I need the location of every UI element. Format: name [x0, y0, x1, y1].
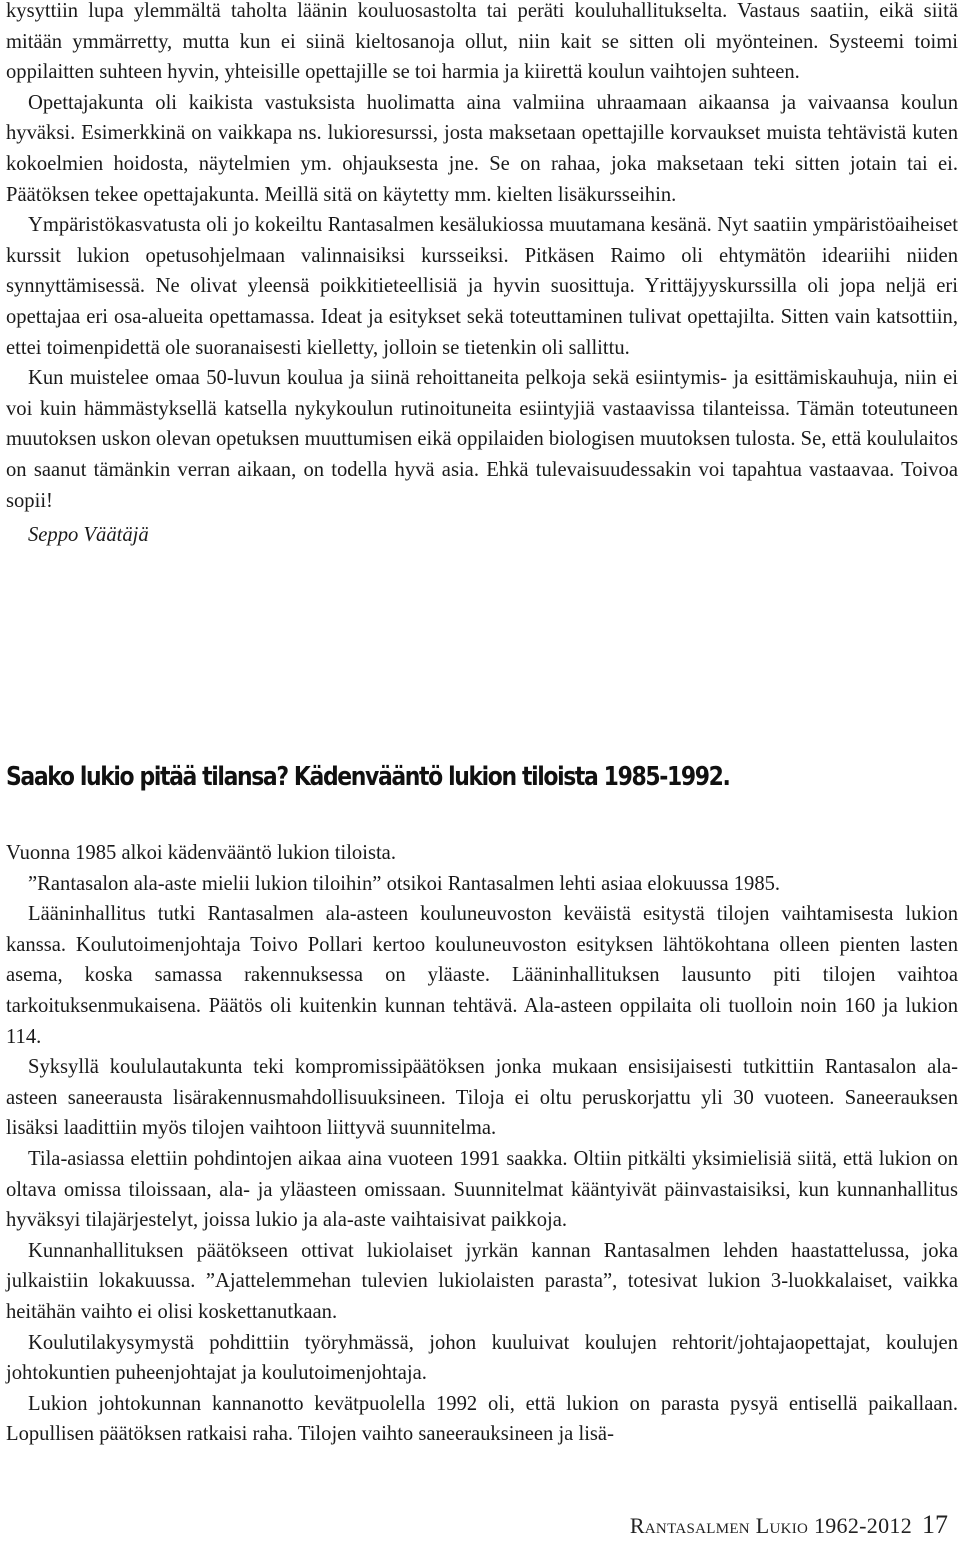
paragraph: Vuonna 1985 alkoi kädenvääntö lukion tiloista.	[6, 842, 396, 864]
paragraph: ”Rantasalon ala-aste mielii lukion tiloihin” otsikoi Rantasalmen lehti asiaa elokuussa 1985.	[28, 872, 781, 895]
section-body	[6, 838, 958, 1450]
paragraph: Lukion johtokunnan kannanotto kevätpuolella 1992 oli, että lukion on parasta pysyä entisellä paikallaan. Lopullisen päätöksen ratkaisi raha. Tilojen vaihto saneerauksineen ja lisä-	[6, 1392, 958, 1446]
paragraph: Kun muistelee omaa 50-luvun koulua ja siinä rehoittaneita pelkoja sekä esiintymis- ja esittämiskauhuja, niin ei voi kuin hämmästyksellä katsella nykykoulun rutinoituneita esiintyjiä vastaavissa tilanteissa. Tämän toteutuneen muutoksen uskon olevan opetuksen muuttumisen eikä oppilaiden biologisen muutoksen tulosta. Se, että koululaitos on saanut tämänkin verran aikaan, on todella hyvä asia. Ehkä tulevaisuudessakin voi tapahtua vastaavaa. Toivoa sopii!	[6, 367, 958, 512]
paragraph: Kunnanhallituksen päätökseen ottivat lukiolaiset jyrkän kannan Rantasalmen lehden haastattelussa, joka julkaistiin lokakuussa. ”Ajattelemmehan tulevien lukiolaisten parasta”, totesivat lukion 3-luokkalaiset, vaikka heitähän vaihto ei olisi koskettanutkaan.	[6, 1239, 958, 1323]
paragraph: Ympäristökasvatusta oli jo kokeiltu Rantasalmen kesälukiossa muutamana kesänä. Nyt saatiin ympäristöaiheiset kurssit lukion opetusohjelmaan valinnaisiksi kursseiksi. Pitkäsen Raimo oli ehtymätön ideariihi niiden synnyttämisessä. Ne olivat yleensä poikkitieteellisiä ja hyvin suosittuja. Yrittäjyyskurssilla oli jopa neljä eri opettajaa eri osa-alueita opettamassa. Ideat ja esitykset sekä toteuttaminen tulivat opettajilta. Sitten vain katsottiin, ettei toimenpidettä ole suoranaisesti kielletty, jolloin se tietenkin oli sallittu.	[6, 214, 958, 359]
paragraph: kysyttiin lupa ylemmältä taholta läänin kouluosastolta tai peräti kouluhallitukselta. Vastaus saatiin, eikä siitä mitään ymmärretty, mutta kun ei siinä kieltosanoja ollut, niin kait se sitten oli myönteinen. Systeemi toimi oppilaitten suhteen hyvin, yhteisille opettajille se toi harmia ja kiirettä koulun vaihtojen suhteen.	[6, 0, 958, 84]
page-number: 17	[922, 1510, 948, 1539]
paragraph: Koulutilakysymystä pohdittiin työryhmässä, johon kuuluivat koulujen rehtorit/johtajaopettajat, koulujen johtokuntien puheenjohtajat ja koulutoimenjohtaja.	[6, 1331, 958, 1385]
paragraph: Tila-asiassa elettiin pohdintojen aikaa aina vuoteen 1991 saakka. Oltiin pitkälti yksimielisiä siitä, että lukion on oltava omissa tiloissaan, ala- ja yläasteen omissaan. Suunnitelmat kääntyivät päinvastaisiksi, kun kunnanhallitus hyväksyi tilajärjestelyt, joissa lukio ja ala-aste vaihtaisivat paikkoja.	[6, 1147, 958, 1232]
section-heading: Saako lukio pitää tilansa? Kädenvääntö lukion tiloista 1985-1992.	[6, 762, 730, 792]
footer-title: Rantasalmen Lukio 1962-2012	[629, 1513, 912, 1538]
paragraph: Syksyllä koululautakunta teki kompromissipäätöksen jonka mukaan ensisijaisesti tutkittiin Rantasalon ala-asteen saneerausta lisärakennusmahdollisuuksineen. Tiloja ei oltu peruskorjattu yli 30 vuoteen. Saneerauksen lisäksi laadittiin myös tilojen vaihtoon liittyvä suunnitelma.	[6, 1056, 958, 1140]
article-continuation	[6, 0, 958, 551]
paragraph: Lääninhallitus tutki Rantasalmen ala-asteen kouluneuvoston keväistä esitystä tilojen vaihtamisesta lukion kanssa. Koulutoimenjohtaja Toivo Pollari kertoo kouluneuvoston esityksen lähtökohtana olleen pienten lasten asema, koska samassa rakennuksessa on yläaste. Lääninhallituksen lausunto piti tilojen vaihtoa tarkoituksenmukaisena. Päätös oli kuitenkin kunnan tehtävä. Ala-asteen oppilaita oli tuolloin noin 160 ja lukion 114.	[6, 903, 958, 1048]
paragraph: Opettajakunta oli kaikista vastuksista huolimatta aina valmiina uhraamaan aikaansa ja vaivaansa koulun hyväksi. Esimerkkinä on vaikkapa ns. lukioresurssi, josta maksetaan opettajille korvaukset muista tehtävistä kuten kokoelmien hoidosta, näytelmien ym. ohjauksesta jne. Se on rahaa, joka maksetaan teki sitten jotain tai ei. Päätöksen tekee opettajakunta. Meillä sitä on käytetty mm. kielten lisäkursseihin.	[6, 91, 958, 206]
author-signature: Seppo Väätäjä	[28, 524, 149, 547]
page-footer	[630, 1510, 948, 1540]
